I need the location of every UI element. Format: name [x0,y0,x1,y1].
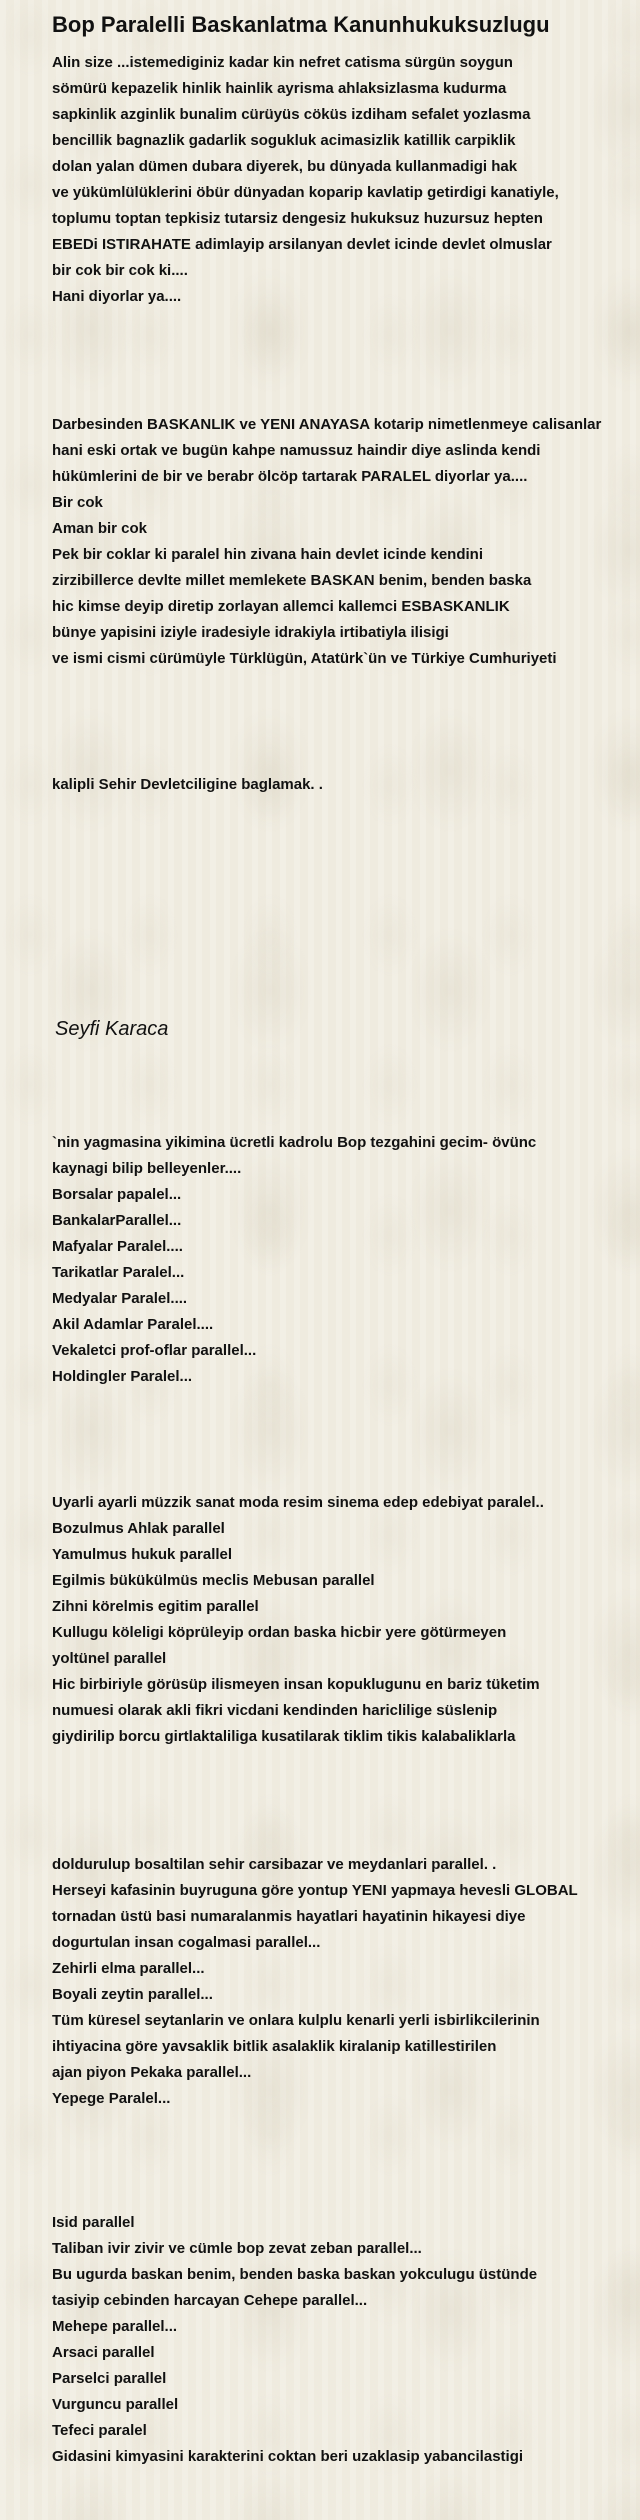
poem-line: Akil Adamlar Paralel.... [52,1316,214,1333]
poem-line: Mehepe parallel... [52,2318,178,2335]
poem-line: numuesi olarak akli fikri vicdani kendinden hariclilige süslenip [52,1702,498,1719]
poem-line: sapkinlik azginlik bunalim cürüyüs cöküs izdiham sefalet yozlasma [52,106,531,123]
poem-line: doldurulup bosaltilan sehir carsibazar ve meydanlari parallel. . [52,1856,497,1873]
poem-block-4 [52,1130,640,1390]
page-title: Bop Paralelli Baskanlatma Kanunhukuksuzlugu [52,12,550,37]
author-name: Seyfi Karaca [55,1018,169,1040]
poem-line: kaynagi bilip belleyenler.... [52,1160,242,1177]
poem-line: Bir cok [52,494,103,511]
poem-line: ve ismi cismi cürümüyle Türklügün, Atatürk`ün ve Türkiye Cumhuriyeti [52,650,557,667]
poem-line: Medyalar Paralel.... [52,1290,188,1307]
poem-line: tornadan üstü basi numaralanmis hayatlari hayatinin hikayesi diye [52,1908,526,1925]
poem-line: tasiyip cebinden harcayan Cehepe parallel... [52,2292,368,2309]
poem-line: zirzibillerce devlte millet memlekete BASKAN benim, benden baska [52,572,532,589]
poem-line: Borsalar papalel... [52,1186,182,1203]
poem-line: dolan yalan dümen dubara diyerek, bu dünyada kullanmadigi hak [52,158,518,175]
poem-line: sömürü kepazelik hinlik hainlik ayrisma ahlaksizlasma kudurma [52,80,507,97]
poem-line: Alin size ...istemediginiz kadar kin nefret catisma sürgün soygun [52,54,513,71]
poem-line: Pek bir coklar ki paralel hin zivana hain devlet icinde kendini [52,546,483,563]
poem-block-1 [52,50,640,310]
poem-line: Uyarli ayarli müzzik sanat moda resim sinema edep edebiyat paralel.. [52,1494,544,1511]
poem-block-6 [52,1852,640,2112]
poem-line: BankalarParallel... [52,1212,182,1229]
poem-line: bir cok bir cok ki.... [52,262,188,279]
poem-block-3 [52,772,640,798]
poem-line: Herseyi kafasinin buyruguna göre yontup YENI yapmaya hevesli GLOBAL [52,1882,578,1899]
poem-line: Vurguncu parallel [52,2396,179,2413]
poem-line: Tarikatlar Paralel... [52,1264,185,1281]
poem-line: Arsaci parallel [52,2344,155,2361]
poem-line: Kullugu köleligi köprüleyip ordan baska hicbir yere götürmeyen [52,1624,507,1641]
poem-line: kalipli Sehir Devletciligine baglamak. . [52,776,323,793]
poem-line: Bozulmus Ahlak parallel [52,1520,225,1537]
poem-line: Gidasini kimyasini karakterini coktan beri uzaklasip yabancilastigi [52,2448,524,2465]
poem-line: `nin yagmasina yikimina ücretli kadrolu Bop tezgahini gecim- övünc [52,1134,537,1151]
poem-line: Zehirli elma parallel... [52,1960,205,1977]
poem-line: hani eski ortak ve bugün kahpe namussuz haindir diye aslinda kendi [52,442,541,459]
poem-line: Yepege Paralel... [52,2090,171,2107]
poem-line: giydirilip borcu girtlaktaliliga kusatilarak tiklim tikis kalabaliklarla [52,1728,516,1745]
poem-line: bencillik bagnazlik gadarlik sogukluk acimasizlik katillik carpiklik [52,132,516,149]
poem-line: toplumu toptan tepkisiz tutarsiz dengesiz hukuksuz huzursuz hepten [52,210,543,227]
poem-line: ihtiyacina göre yavsaklik bitlik asalaklik kiralanip katillestirilen [52,2038,497,2055]
poem-line: yoltünel parallel [52,1650,167,1667]
poem-line: dogurtulan insan cogalmasi parallel... [52,1934,321,1951]
poem-line: Bu ugurda baskan benim, benden baska baskan yokculugu üstünde [52,2266,538,2283]
poem-line: Isid parallel [52,2214,135,2231]
poem-line: Hic birbiriyle görüsüp ilismeyen insan kopuklugunu en bariz tüketim [52,1676,540,1693]
poem-line: Parselci parallel [52,2370,167,2387]
poem-line: bünye yapisini iziyle iradesiyle idrakiyla irtibatiyla ilisigi [52,624,449,641]
poem-block-7 [52,2210,640,2470]
poem-line: Mafyalar Paralel.... [52,1238,183,1255]
poem-line: Boyali zeytin parallel... [52,1986,213,2003]
poem-line: ajan piyon Pekaka parallel... [52,2064,252,2081]
poem-line: Tefeci paralel [52,2422,147,2439]
poem-line: Egilmis bükükülmüs meclis Mebusan parallel [52,1572,375,1589]
poem-line: Vekaletci prof-oflar parallel... [52,1342,257,1359]
poem-line: Holdingler Paralel... [52,1368,193,1385]
poem-line: Yamulmus hukuk parallel [52,1546,233,1563]
poem-line: ve yükümlülüklerini öbür dünyadan koparip kavlatip getirdigi kanatiyle, [52,184,559,201]
poem-line: Aman bir cok [52,520,148,537]
poem-line: hükümlerini de bir ve berabr ölcöp tartarak PARALEL diyorlar ya.... [52,468,528,485]
poem-block-2 [52,412,640,672]
poem-line: Darbesinden BASKANLIK ve YENI ANAYASA kotarip nimetlenmeye calisanlar [52,416,602,433]
poem-line: hic kimse deyip diretip zorlayan allemci kallemci ESBASKANLIK [52,598,510,615]
poem-block-5 [52,1490,640,1750]
poem-line: Taliban ivir zivir ve cümle bop zevat zeban parallel... [52,2240,422,2257]
poem-line: Zihni körelmis egitim parallel [52,1598,259,1615]
poem-line: Hani diyorlar ya.... [52,288,182,305]
poem-line: EBEDi ISTIRAHATE adimlayip arsilanyan devlet icinde devlet olmuslar [52,236,552,253]
poem-line: Tüm küresel seytanlarin ve onlara kulplu kenarli yerli isbirlikcilerinin [52,2012,540,2029]
